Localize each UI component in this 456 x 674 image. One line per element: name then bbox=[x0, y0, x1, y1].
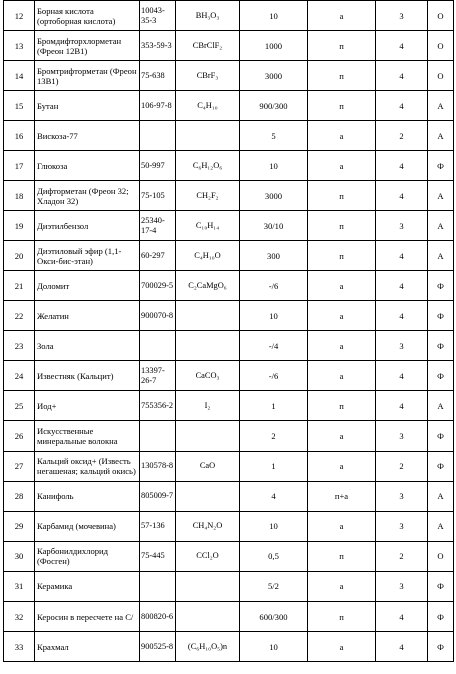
row-number-cell: 31 bbox=[4, 571, 35, 601]
aggregate-state-cell: а bbox=[308, 331, 376, 361]
mpc-value-cell: 3000 bbox=[240, 61, 308, 91]
row-number-cell: 17 bbox=[4, 151, 35, 181]
aggregate-state-cell: п bbox=[308, 602, 376, 632]
table-row bbox=[4, 301, 454, 331]
chemical-formula-cell: CCl₂O bbox=[176, 541, 240, 571]
mpc-value-cell: 1000 bbox=[240, 31, 308, 61]
substance-name-cell: Диэтиловый эфир (1,1-Окси-бис-этан) bbox=[35, 241, 140, 271]
table-2-body bbox=[4, 271, 454, 662]
substance-name-cell: Дифторметан (Фреон 32; Хладон 32) bbox=[35, 181, 140, 211]
substance-name-cell: Канифоль bbox=[35, 481, 140, 511]
mpc-value-cell: 10 bbox=[240, 301, 308, 331]
mpc-value-cell: 30/10 bbox=[240, 211, 308, 241]
aggregate-state-cell: п+а bbox=[308, 481, 376, 511]
substance-name-cell: Карбамид (мочевина) bbox=[35, 511, 140, 541]
effect-note-cell: Ф bbox=[428, 361, 454, 391]
chemical-formula-cell bbox=[176, 301, 240, 331]
aggregate-state-cell: а bbox=[308, 571, 376, 601]
aggregate-state-cell: а bbox=[308, 151, 376, 181]
mpc-value-cell: 4 bbox=[240, 481, 308, 511]
hazard-class-cell: 4 bbox=[376, 271, 428, 301]
table-row bbox=[4, 211, 454, 241]
effect-note-cell: О bbox=[428, 31, 454, 61]
effect-note-cell: А bbox=[428, 91, 454, 121]
table-row bbox=[4, 151, 454, 181]
mpc-value-cell: 2 bbox=[240, 421, 308, 451]
substance-name-cell: Бутан bbox=[35, 91, 140, 121]
cas-number-cell: 900070-8 bbox=[140, 301, 176, 331]
aggregate-state-cell: а bbox=[308, 1, 376, 31]
chemical-formula-cell: C₄H₁₀ bbox=[176, 91, 240, 121]
mpc-value-cell: 900/300 bbox=[240, 91, 308, 121]
chemical-formula-cell: (C₆H₁₀O₅)n bbox=[176, 632, 240, 662]
effect-note-cell: А bbox=[428, 391, 454, 421]
aggregate-state-cell: а bbox=[308, 361, 376, 391]
table-row bbox=[4, 391, 454, 421]
mpc-value-cell: 600/300 bbox=[240, 602, 308, 632]
hazard-class-cell: 3 bbox=[376, 331, 428, 361]
effect-note-cell: Ф bbox=[428, 151, 454, 181]
effect-note-cell: А bbox=[428, 241, 454, 271]
table-row bbox=[4, 271, 454, 301]
cas-number-cell: 800820-6 bbox=[140, 602, 176, 632]
hazard-class-cell: 4 bbox=[376, 301, 428, 331]
effect-note-cell: О bbox=[428, 1, 454, 31]
table-row bbox=[4, 451, 454, 481]
aggregate-state-cell: п bbox=[308, 91, 376, 121]
table-row bbox=[4, 481, 454, 511]
row-number-cell: 29 bbox=[4, 511, 35, 541]
hazard-class-cell: 4 bbox=[376, 31, 428, 61]
hazard-class-cell: 3 bbox=[376, 1, 428, 31]
effect-note-cell: О bbox=[428, 541, 454, 571]
aggregate-state-cell: а bbox=[308, 511, 376, 541]
mpc-value-cell: 300 bbox=[240, 241, 308, 271]
hazard-class-cell: 4 bbox=[376, 361, 428, 391]
hazard-class-cell: 4 bbox=[376, 91, 428, 121]
chemical-formula-cell: C₄H₁₀O bbox=[176, 241, 240, 271]
hazard-class-cell: 2 bbox=[376, 121, 428, 151]
row-number-cell: 30 bbox=[4, 541, 35, 571]
cas-number-cell: 10043-35-3 bbox=[140, 1, 176, 31]
substance-name-cell: Желатин bbox=[35, 301, 140, 331]
row-number-cell: 15 bbox=[4, 91, 35, 121]
table-row bbox=[4, 602, 454, 632]
table-row bbox=[4, 31, 454, 61]
substance-name-cell: Борная кислота (ортоборная кислота) bbox=[35, 1, 140, 31]
table-row bbox=[4, 511, 454, 541]
effect-note-cell: А bbox=[428, 481, 454, 511]
hazard-class-cell: 2 bbox=[376, 541, 428, 571]
row-number-cell: 33 bbox=[4, 632, 35, 662]
cas-number-cell: 25340-17-4 bbox=[140, 211, 176, 241]
effect-note-cell: А bbox=[428, 511, 454, 541]
row-number-cell: 28 bbox=[4, 481, 35, 511]
cas-number-cell: 130578-8 bbox=[140, 451, 176, 481]
cas-number-cell: 900525-8 bbox=[140, 632, 176, 662]
aggregate-state-cell: п bbox=[308, 211, 376, 241]
substance-name-cell: Известняк (Кальцит) bbox=[35, 361, 140, 391]
effect-note-cell: А bbox=[428, 211, 454, 241]
substance-name-cell: Бромдифторхлорметан (Фреон 12В1) bbox=[35, 31, 140, 61]
effect-note-cell: Ф bbox=[428, 301, 454, 331]
mpc-value-cell: 10 bbox=[240, 151, 308, 181]
cas-number-cell bbox=[140, 421, 176, 451]
row-number-cell: 32 bbox=[4, 602, 35, 632]
mpc-value-cell: -/6 bbox=[240, 271, 308, 301]
table-1-body bbox=[4, 1, 454, 271]
cas-number-cell: 353-59-3 bbox=[140, 31, 176, 61]
row-number-cell: 24 bbox=[4, 361, 35, 391]
effect-note-cell: А bbox=[428, 181, 454, 211]
table-row bbox=[4, 421, 454, 451]
hazard-class-cell: 3 bbox=[376, 421, 428, 451]
chemical-formula-cell bbox=[176, 331, 240, 361]
cas-number-cell: 75-638 bbox=[140, 61, 176, 91]
aggregate-state-cell: п bbox=[308, 541, 376, 571]
chemical-formula-cell: I₂ bbox=[176, 391, 240, 421]
hazard-class-cell: 2 bbox=[376, 451, 428, 481]
hazard-class-cell: 3 bbox=[376, 571, 428, 601]
table-row bbox=[4, 1, 454, 31]
hazard-class-cell: 4 bbox=[376, 391, 428, 421]
chemical-formula-cell: C₂CaMgO₆ bbox=[176, 271, 240, 301]
aggregate-state-cell: п bbox=[308, 241, 376, 271]
row-number-cell: 27 bbox=[4, 451, 35, 481]
table-row bbox=[4, 541, 454, 571]
mpc-value-cell: 1 bbox=[240, 451, 308, 481]
mpc-value-cell: 1 bbox=[240, 391, 308, 421]
hazard-class-cell: 4 bbox=[376, 61, 428, 91]
row-number-cell: 26 bbox=[4, 421, 35, 451]
mpc-value-cell: 5 bbox=[240, 121, 308, 151]
mpc-value-cell: 5/2 bbox=[240, 571, 308, 601]
hazard-class-cell: 3 bbox=[376, 481, 428, 511]
effect-note-cell: Ф bbox=[428, 451, 454, 481]
table-row bbox=[4, 361, 454, 391]
substances-table-1 bbox=[3, 0, 454, 271]
aggregate-state-cell: а bbox=[308, 271, 376, 301]
cas-number-cell: 50-997 bbox=[140, 151, 176, 181]
aggregate-state-cell: п bbox=[308, 61, 376, 91]
cas-number-cell: 805009-7 bbox=[140, 481, 176, 511]
effect-note-cell: Ф bbox=[428, 421, 454, 451]
chemical-formula-cell bbox=[176, 481, 240, 511]
cas-number-cell: 60-297 bbox=[140, 241, 176, 271]
row-number-cell: 13 bbox=[4, 31, 35, 61]
substance-name-cell: Вискоза-77 bbox=[35, 121, 140, 151]
chemical-formula-cell: BH₃O₃ bbox=[176, 1, 240, 31]
chemical-formula-cell: C₁₀H₁₄ bbox=[176, 211, 240, 241]
substance-name-cell: Диэтилбензол bbox=[35, 211, 140, 241]
aggregate-state-cell: а bbox=[308, 121, 376, 151]
aggregate-state-cell: а bbox=[308, 301, 376, 331]
substance-name-cell: Кальций оксид+ (Известь негашеная; кальций окись) bbox=[35, 451, 140, 481]
cas-number-cell: 13397-26-7 bbox=[140, 361, 176, 391]
row-number-cell: 19 bbox=[4, 211, 35, 241]
substance-name-cell: Искусственные минеральные волокна bbox=[35, 421, 140, 451]
row-number-cell: 18 bbox=[4, 181, 35, 211]
mpc-value-cell: 10 bbox=[240, 1, 308, 31]
effect-note-cell: Ф bbox=[428, 602, 454, 632]
substance-name-cell: Крахмал bbox=[35, 632, 140, 662]
cas-number-cell: 57-136 bbox=[140, 511, 176, 541]
row-number-cell: 21 bbox=[4, 271, 35, 301]
row-number-cell: 25 bbox=[4, 391, 35, 421]
chemical-formula-cell: CaO bbox=[176, 451, 240, 481]
mpc-value-cell: 3000 bbox=[240, 181, 308, 211]
aggregate-state-cell: п bbox=[308, 391, 376, 421]
substance-name-cell: Глюкоза bbox=[35, 151, 140, 181]
mpc-value-cell: -/6 bbox=[240, 361, 308, 391]
substance-name-cell: Иод+ bbox=[35, 391, 140, 421]
row-number-cell: 20 bbox=[4, 241, 35, 271]
table-row bbox=[4, 121, 454, 151]
effect-note-cell: Ф bbox=[428, 331, 454, 361]
substance-name-cell: Бромтрифторметан (Фреон 13В1) bbox=[35, 61, 140, 91]
effect-note-cell: Ф bbox=[428, 271, 454, 301]
chemical-formula-cell: C₆H₁₂O₆ bbox=[176, 151, 240, 181]
effect-note-cell: Ф bbox=[428, 571, 454, 601]
table-row bbox=[4, 331, 454, 361]
substance-name-cell: Керосин в пересчете на С/ bbox=[35, 602, 140, 632]
table-row bbox=[4, 632, 454, 662]
chemical-formula-cell bbox=[176, 421, 240, 451]
effect-note-cell: О bbox=[428, 61, 454, 91]
row-number-cell: 14 bbox=[4, 61, 35, 91]
substance-name-cell: Зола bbox=[35, 331, 140, 361]
row-number-cell: 23 bbox=[4, 331, 35, 361]
table-row bbox=[4, 61, 454, 91]
row-number-cell: 16 bbox=[4, 121, 35, 151]
mpc-value-cell: -/4 bbox=[240, 331, 308, 361]
hazard-class-cell: 4 bbox=[376, 632, 428, 662]
hazard-class-cell: 4 bbox=[376, 602, 428, 632]
row-number-cell: 22 bbox=[4, 301, 35, 331]
table-row bbox=[4, 571, 454, 601]
cas-number-cell: 75-445 bbox=[140, 541, 176, 571]
chemical-formula-cell: CaCO₃ bbox=[176, 361, 240, 391]
hazard-class-cell: 3 bbox=[376, 511, 428, 541]
aggregate-state-cell: п bbox=[308, 31, 376, 61]
mpc-value-cell: 0,5 bbox=[240, 541, 308, 571]
substance-name-cell: Керамика bbox=[35, 571, 140, 601]
hazard-class-cell: 4 bbox=[376, 181, 428, 211]
substance-name-cell: Доломит bbox=[35, 271, 140, 301]
substance-name-cell: Карбонилдихлорид (Фосген) bbox=[35, 541, 140, 571]
effect-note-cell: Ф bbox=[428, 632, 454, 662]
cas-number-cell: 75-105 bbox=[140, 181, 176, 211]
chemical-formula-cell bbox=[176, 571, 240, 601]
cas-number-cell: 700029-5 bbox=[140, 271, 176, 301]
chemical-formula-cell bbox=[176, 121, 240, 151]
chemical-formula-cell: CBrF₃ bbox=[176, 61, 240, 91]
chemical-formula-cell: CH₂F₂ bbox=[176, 181, 240, 211]
cas-number-cell bbox=[140, 571, 176, 601]
aggregate-state-cell: п bbox=[308, 181, 376, 211]
cas-number-cell bbox=[140, 121, 176, 151]
hazard-class-cell: 4 bbox=[376, 241, 428, 271]
chemical-formula-cell bbox=[176, 602, 240, 632]
substances-table-2 bbox=[3, 270, 454, 662]
effect-note-cell: А bbox=[428, 121, 454, 151]
cas-number-cell: 755356-2 bbox=[140, 391, 176, 421]
table-row bbox=[4, 241, 454, 271]
chemical-formula-cell: CBrClF₂ bbox=[176, 31, 240, 61]
mpc-value-cell: 10 bbox=[240, 511, 308, 541]
table-row bbox=[4, 181, 454, 211]
mpc-value-cell: 10 bbox=[240, 632, 308, 662]
table-row bbox=[4, 91, 454, 121]
cas-number-cell: 106-97-8 bbox=[140, 91, 176, 121]
row-number-cell: 12 bbox=[4, 1, 35, 31]
aggregate-state-cell: а bbox=[308, 451, 376, 481]
aggregate-state-cell: а bbox=[308, 421, 376, 451]
chemical-formula-cell: CH₄N₂O bbox=[176, 511, 240, 541]
hazard-class-cell: 4 bbox=[376, 151, 428, 181]
aggregate-state-cell: а bbox=[308, 632, 376, 662]
hazard-class-cell: 3 bbox=[376, 211, 428, 241]
cas-number-cell bbox=[140, 331, 176, 361]
